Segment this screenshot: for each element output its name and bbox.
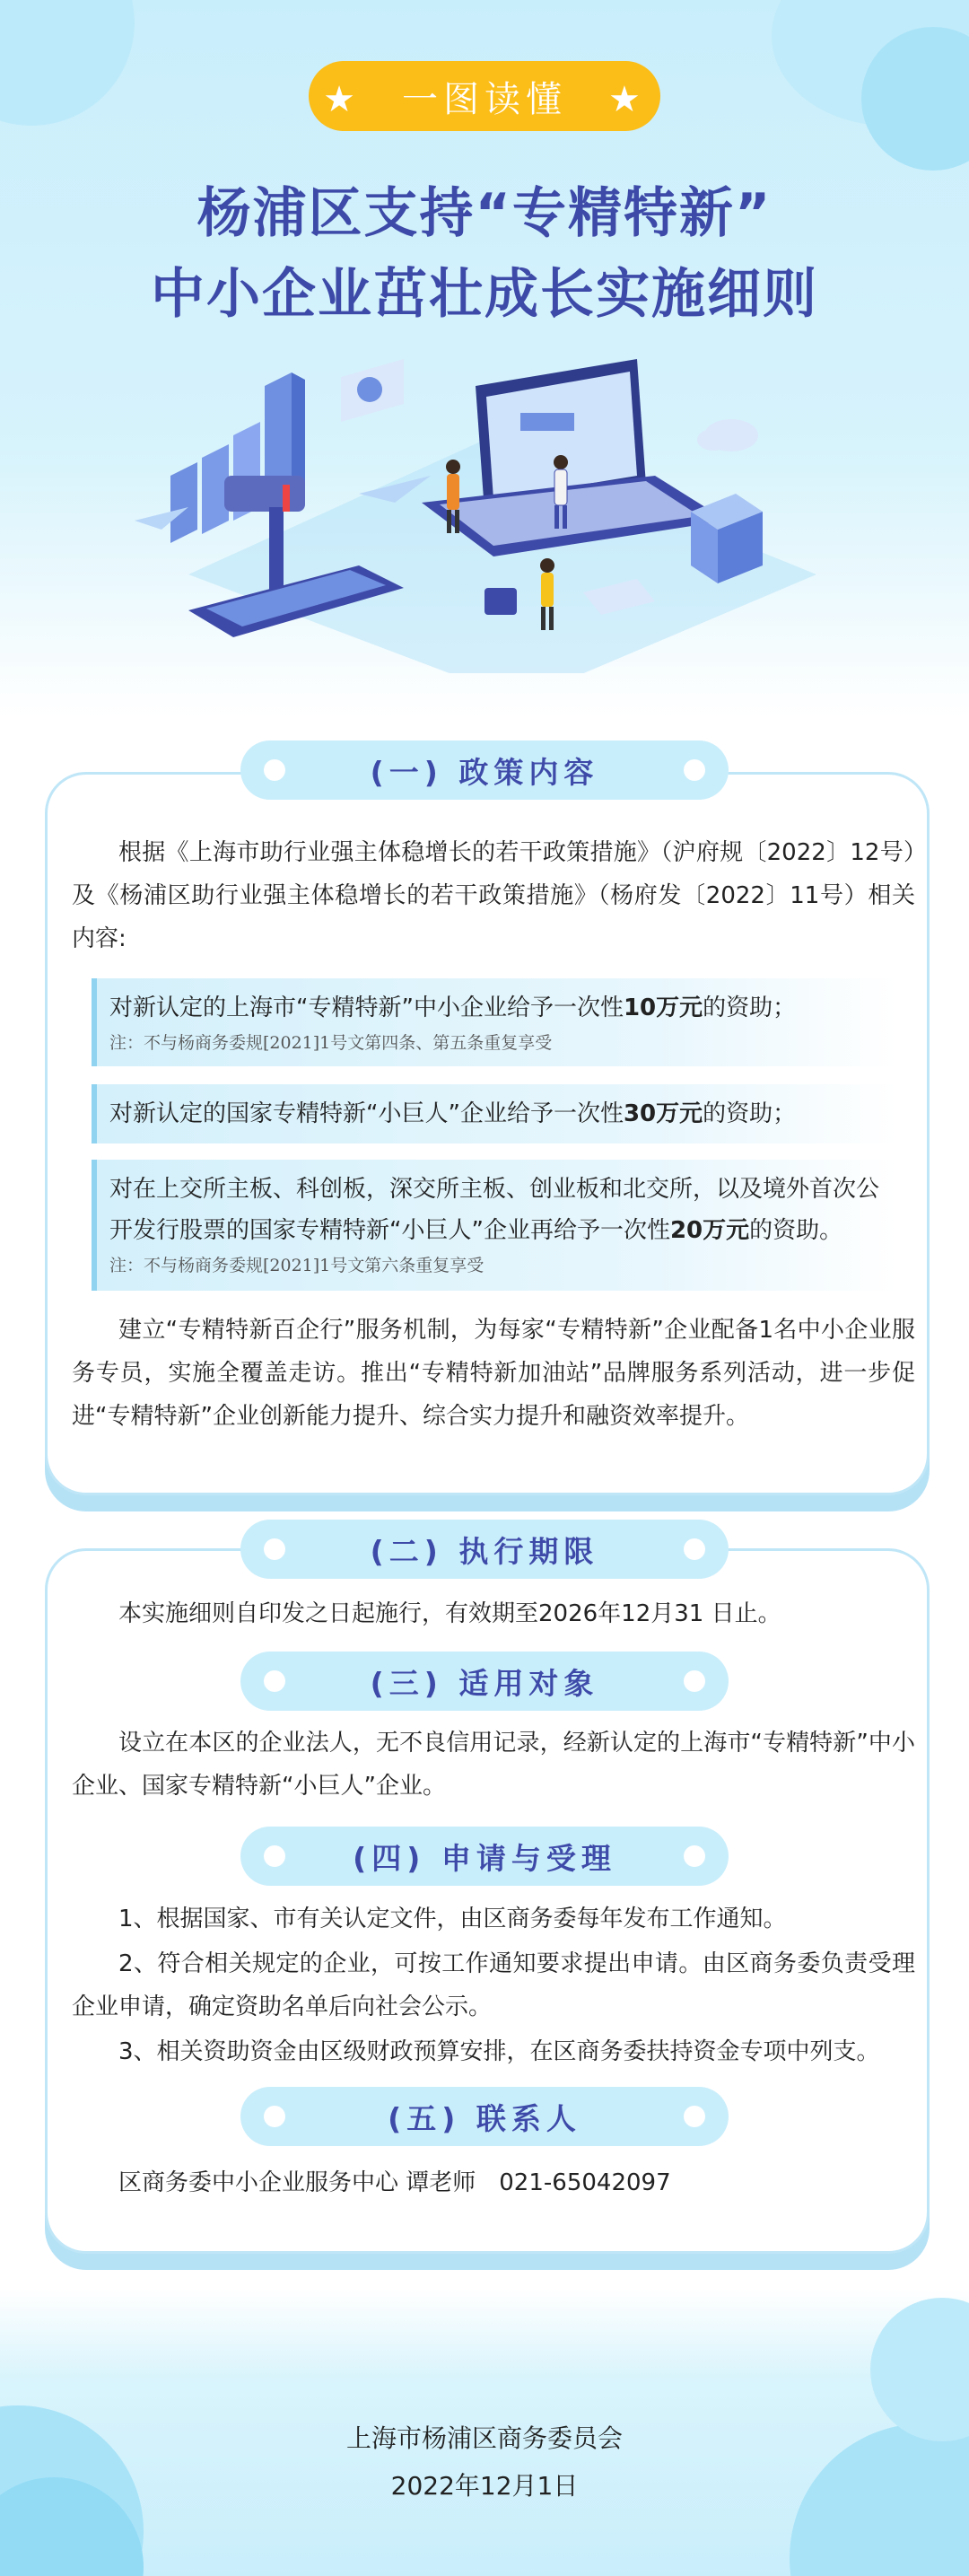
policy-item-3: 对在上交所主板、科创板，深交所主板、创业板和北交所，以及境外首次公开发行股票的国家专精特新“小巨人”企业再给予一次性20万元的资助。 注：不与杨商务委规[2021]1号文第六条重复享受 (92, 1160, 897, 1291)
application-item-2: 2、符合相关规定的企业，可按工作通知要求提出申请。由区商务委负责受理企业申请，确定资助名单后向社会公示。 (72, 1950, 915, 2020)
footer-org: 上海市杨浦区商务委员会 (345, 2423, 623, 2453)
policy-intro: 根据《上海市助行业强主体稳增长的若干政策措施》（沪府规〔2022〕12号）及《杨浦区助行业强主体稳增长的若干政策措施》（杨府发〔2022〕11号）相关内容: (72, 839, 915, 952)
period-text: 本实施细则自印发之日起施行，有效期至2026年12月31 日止。 (118, 1600, 781, 1627)
section-title-application: (四) 申请与受理 (240, 1827, 729, 1886)
contact-text: 区商务委中小企业服务中心 谭老师 021-65042097 (118, 2169, 671, 2196)
page-title-line2: 中小企业茁壮成长实施细则 (151, 263, 818, 326)
policy-item-2: 对新认定的国家专精特新“小巨人”企业给予一次性30万元的资助； (92, 1084, 897, 1143)
chart-bars-icon (170, 372, 305, 543)
section-title-contact: (五) 联系人 (240, 2087, 729, 2146)
application-item-1: 1、根据国家、市有关认定文件，由区商务委每年发布工作通知。 (118, 1906, 787, 1932)
policy-item-1-note: 注：不与杨商务委规[2021]1号文第四条、第五条重复享受 (109, 1033, 553, 1053)
header-badge: ★ 一图读懂 ★ (309, 61, 660, 131)
policy-closing: 建立“专精特新百企行”服务机制，为每家“专精特新”企业配备1名中小企业服务专员，实施全覆盖走访。推出“专精特新加油站”品牌服务系列活动，进一步促进“专精特新”企业创新能力提升、综合实力提升和融资效率提升。 (72, 1317, 915, 1430)
section-title-target: (三) 适用对象 (240, 1652, 729, 1711)
footer-date: 2022年12月1日 (390, 2471, 579, 2501)
decor-bubble (0, 0, 135, 126)
cloud-icon (697, 419, 758, 451)
page-title-line1: 杨浦区支持“专精特新” (196, 182, 773, 245)
section-title-policy: (一) 政策内容 (240, 740, 729, 800)
target-text: 设立在本区的企业法人，无不良信用记录，经新认定的上海市“专精特新”中小企业、国家专精特新“小巨人”企业。 (72, 1730, 915, 1800)
policy-item-1: 对新认定的上海市“专精特新”中小企业给予一次性10万元的资助； 注：不与杨商务委规[2021]1号文第四条、第五条重复享受 (92, 978, 897, 1066)
section-title-period: (二) 执行期限 (240, 1520, 729, 1579)
policy-item-3-note: 注：不与杨商务委规[2021]1号文第六条重复享受 (109, 1256, 484, 1275)
hero-illustration (135, 350, 834, 673)
application-item-3: 3、相关资助资金由区级财政预算安排，在区商务委扶持资金专项中列支。 (118, 2038, 880, 2065)
